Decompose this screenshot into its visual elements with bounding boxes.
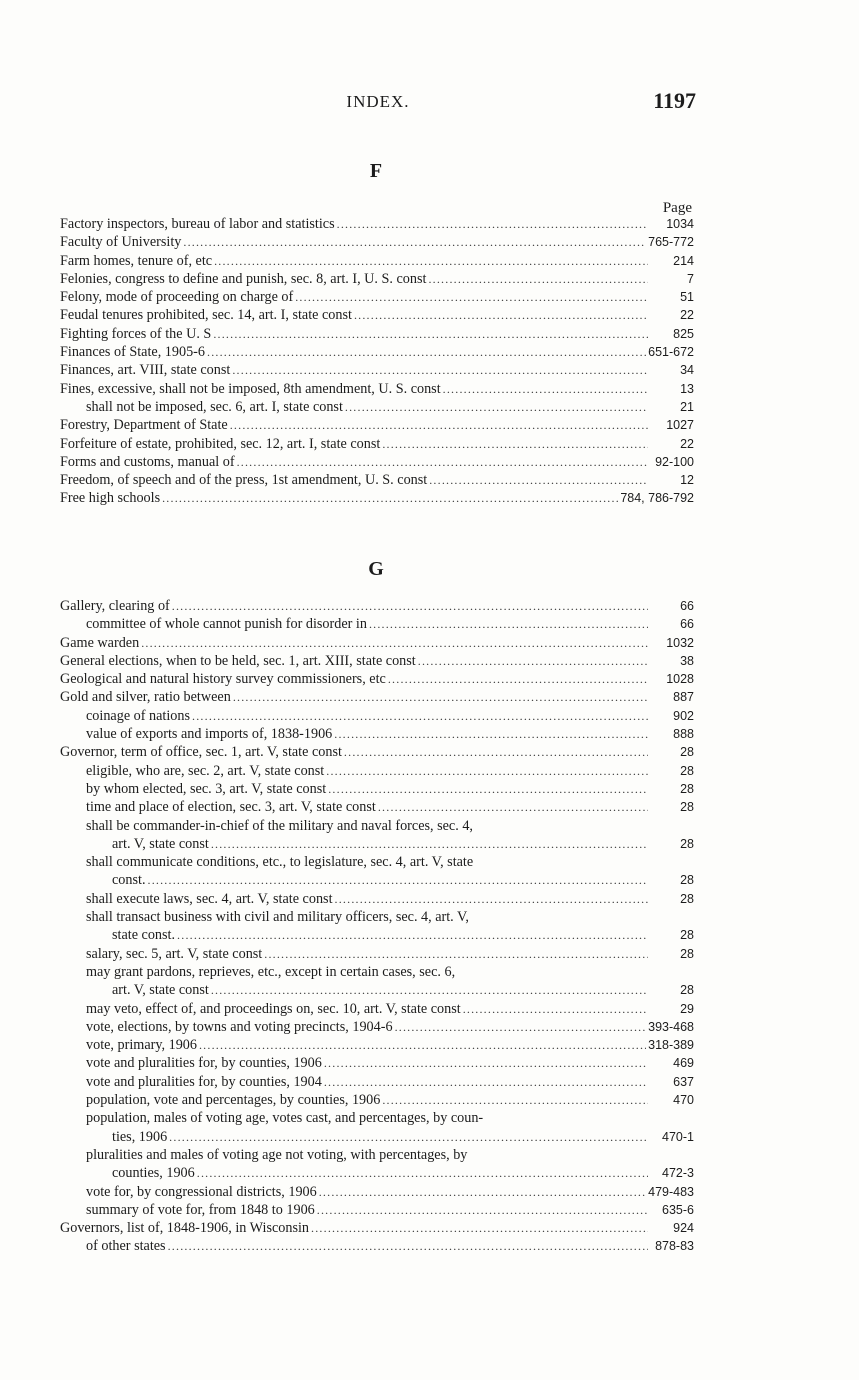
dot-leader xyxy=(324,1054,648,1072)
index-entry xyxy=(60,1109,694,1127)
dot-leader xyxy=(211,981,648,999)
index-entry xyxy=(60,707,694,725)
dot-leader xyxy=(326,762,648,780)
page-header xyxy=(60,88,696,118)
entry-text: coinage of nations xyxy=(86,707,191,724)
dot-leader xyxy=(344,743,648,761)
index-entry xyxy=(60,597,694,615)
entry-text: shall transact business with civil and military officers, sec. 4, art. V, xyxy=(86,909,469,926)
dot-leader xyxy=(197,1164,648,1182)
dot-leader xyxy=(168,1237,648,1255)
entry-text: Felony, mode of proceeding on charge of xyxy=(60,289,294,306)
index-entry xyxy=(60,926,694,944)
index-entry xyxy=(60,1018,694,1036)
entry-text: population, vote and percentages, by counties, 1906 xyxy=(86,1092,381,1109)
index-entry xyxy=(60,380,694,398)
index-entry xyxy=(60,634,694,652)
page-column-heading: Page xyxy=(662,200,692,216)
entry-text: Fines, excessive, shall not be imposed, 8th amendment, U. S. const xyxy=(60,380,441,397)
dot-leader xyxy=(237,453,648,471)
entry-page-ref: 28 xyxy=(680,800,694,815)
index-entry xyxy=(60,435,694,453)
dot-leader xyxy=(211,835,648,853)
entry-text: Finances, art. VIII, state const xyxy=(60,362,231,379)
entry-page-ref: 34 xyxy=(680,363,694,378)
entry-page-ref: 7 xyxy=(687,271,694,286)
index-entry xyxy=(60,1054,694,1072)
entry-text: Governor, term of office, sec. 1, art. V, state const xyxy=(60,744,342,761)
dot-leader xyxy=(148,871,649,889)
dot-leader xyxy=(199,1036,646,1054)
index-entry xyxy=(60,325,694,343)
entry-page-ref: 318-389 xyxy=(648,1038,694,1053)
dot-leader xyxy=(395,1018,647,1036)
entry-text: Faculty of University xyxy=(60,234,182,251)
index-entry xyxy=(60,725,694,743)
index-section-f xyxy=(60,215,694,508)
entry-text: Felonies, congress to define and punish, sec. 8, art. I, U. S. const xyxy=(60,270,427,287)
index-entry xyxy=(60,416,694,434)
entry-page-ref: 479-483 xyxy=(648,1184,694,1199)
index-entry xyxy=(60,780,694,798)
dot-leader xyxy=(337,215,648,233)
dot-leader xyxy=(463,1000,648,1018)
dot-leader xyxy=(192,707,648,725)
entry-text: ties, 1906 xyxy=(112,1128,168,1145)
entry-text: art. V, state const xyxy=(112,982,209,999)
entry-page-ref: 902 xyxy=(673,708,694,723)
index-entry xyxy=(60,343,694,361)
entry-page-ref: 1032 xyxy=(666,635,694,650)
entry-page-ref: 469 xyxy=(673,1056,694,1071)
index-entry xyxy=(60,306,694,324)
index-entry xyxy=(60,1201,694,1219)
entry-text: Game warden xyxy=(60,634,140,651)
index-entry xyxy=(60,688,694,706)
dot-leader xyxy=(335,890,648,908)
entry-text: value of exports and imports of, 1838-1906 xyxy=(86,726,333,743)
index-entry xyxy=(60,453,694,471)
index-entry xyxy=(60,1164,694,1182)
dot-leader xyxy=(214,252,648,270)
dot-leader xyxy=(382,435,648,453)
dot-leader xyxy=(232,361,648,379)
entry-page-ref: 28 xyxy=(680,891,694,906)
dot-leader xyxy=(319,1183,646,1201)
entry-page-ref: 888 xyxy=(673,727,694,742)
entry-page-ref: 214 xyxy=(673,253,694,268)
entry-text: vote, primary, 1906 xyxy=(86,1037,197,1054)
entry-text: eligible, who are, sec. 2, art. V, state const xyxy=(86,762,325,779)
index-entry xyxy=(60,1219,694,1237)
dot-leader xyxy=(369,615,648,633)
entry-text: population, males of voting age, votes cast, and percentages, by coun- xyxy=(86,1110,484,1127)
entry-page-ref: 825 xyxy=(673,326,694,341)
dot-leader xyxy=(388,670,648,688)
entry-text: vote, elections, by towns and voting precincts, 1904-6 xyxy=(86,1018,393,1035)
dot-leader xyxy=(233,688,648,706)
entry-text: Governors, list of, 1848-1906, in Wisconsin xyxy=(60,1220,310,1237)
entry-text: summary of vote for, from 1848 to 1906 xyxy=(86,1201,315,1218)
section-heading-f: F xyxy=(369,160,383,182)
entry-text: state const. xyxy=(112,927,176,944)
dot-leader xyxy=(317,1201,648,1219)
dot-leader xyxy=(429,471,648,489)
entry-page-ref: 22 xyxy=(680,308,694,323)
entry-text: Forms and customs, manual of xyxy=(60,453,235,470)
index-entry xyxy=(60,908,694,926)
index-entry xyxy=(60,1036,694,1054)
index-entry xyxy=(60,1073,694,1091)
dot-leader xyxy=(345,398,648,416)
entry-page-ref: 635-6 xyxy=(662,1202,694,1217)
index-entry xyxy=(60,1000,694,1018)
entry-page-ref: 1027 xyxy=(666,418,694,433)
dot-leader xyxy=(334,725,648,743)
entry-text: Forestry, Department of State xyxy=(60,417,228,434)
dot-leader xyxy=(183,233,646,251)
entry-page-ref: 784, 786-792 xyxy=(620,491,694,506)
entry-page-ref: 66 xyxy=(680,599,694,613)
entry-text: vote and pluralities for, by counties, 1906 xyxy=(86,1055,322,1072)
index-entry xyxy=(60,670,694,688)
entry-text: Farm homes, tenure of, etc xyxy=(60,252,213,269)
index-entry xyxy=(60,652,694,670)
entry-page-ref: 878-83 xyxy=(655,1239,694,1254)
dot-leader xyxy=(295,288,648,306)
index-entry xyxy=(60,762,694,780)
entry-text: Fighting forces of the U. S xyxy=(60,325,212,342)
index-entry xyxy=(60,1091,694,1109)
entry-text: Geological and natural history survey commissioners, etc xyxy=(60,671,386,688)
dot-leader xyxy=(418,652,648,670)
dot-leader xyxy=(169,1128,648,1146)
entry-text: Feudal tenures prohibited, sec. 14, art. I, state const xyxy=(60,307,352,324)
index-entry xyxy=(60,817,694,835)
index-entry xyxy=(60,270,694,288)
entry-text: General elections, when to be held, sec. 1, art. XIII, state const xyxy=(60,652,416,669)
entry-text: shall not be imposed, sec. 6, art. I, state const xyxy=(86,398,343,415)
index-entry xyxy=(60,1237,694,1255)
entry-page-ref: 637 xyxy=(673,1074,694,1089)
index-section-g xyxy=(60,597,694,1256)
entry-page-ref: 66 xyxy=(680,617,694,632)
entry-page-ref: 92-100 xyxy=(655,454,694,469)
entry-text: Forfeiture of estate, prohibited, sec. 12, art. I, state const xyxy=(60,435,381,452)
index-entry xyxy=(60,835,694,853)
entry-text: const. xyxy=(112,872,146,889)
entry-page-ref: 21 xyxy=(680,399,694,414)
entry-page-ref: 28 xyxy=(680,745,694,760)
entry-text: Gold and silver, ratio between xyxy=(60,689,231,706)
dot-leader xyxy=(354,306,648,324)
entry-text: of other states xyxy=(86,1238,166,1255)
entry-text: shall be commander-in-chief of the military and naval forces, sec. 4, xyxy=(86,817,473,834)
index-entry xyxy=(60,890,694,908)
index-entry xyxy=(60,1146,694,1164)
dot-leader xyxy=(378,798,648,816)
index-entry xyxy=(60,398,694,416)
index-entry xyxy=(60,615,694,633)
entry-text: shall execute laws, sec. 4, art. V, state const xyxy=(86,890,333,907)
index-entry xyxy=(60,743,694,761)
entry-text: art. V, state const xyxy=(112,835,209,852)
entry-page-ref: 28 xyxy=(680,763,694,778)
entry-page-ref: 472-3 xyxy=(662,1166,694,1181)
entry-text: may veto, effect of, and proceedings on, sec. 10, art. V, state const xyxy=(86,1000,461,1017)
index-entry xyxy=(60,471,694,489)
entry-text: counties, 1906 xyxy=(112,1165,195,1182)
index-entry xyxy=(60,215,694,233)
entry-page-ref: 28 xyxy=(680,781,694,796)
index-entry xyxy=(60,981,694,999)
entry-page-ref: 887 xyxy=(673,690,694,705)
entry-page-ref: 1028 xyxy=(666,672,694,687)
index-entry xyxy=(60,963,694,981)
entry-page-ref: 12 xyxy=(680,473,694,488)
entry-page-ref: 38 xyxy=(680,653,694,668)
entry-page-ref: 28 xyxy=(680,873,694,888)
running-title: INDEX. xyxy=(346,92,410,111)
index-entry xyxy=(60,871,694,889)
entry-text: Finances of State, 1905-6 xyxy=(60,344,205,361)
dot-leader xyxy=(324,1073,648,1091)
entry-page-ref: 22 xyxy=(680,436,694,451)
entry-text: shall communicate conditions, etc., to legislature, sec. 4, art. V, state xyxy=(86,854,474,871)
dot-leader xyxy=(428,270,648,288)
index-entry xyxy=(60,1183,694,1201)
entry-page-ref: 765-772 xyxy=(648,235,694,250)
entry-page-ref: 470 xyxy=(673,1093,694,1108)
entry-page-ref: 924 xyxy=(673,1221,694,1236)
index-entry xyxy=(60,489,694,507)
entry-page-ref: 393-468 xyxy=(648,1019,694,1034)
entry-page-ref: 51 xyxy=(680,290,694,305)
dot-leader xyxy=(172,597,648,615)
dot-leader xyxy=(443,380,648,398)
dot-leader xyxy=(382,1091,648,1109)
dot-leader xyxy=(213,325,648,343)
dot-leader xyxy=(328,780,648,798)
dot-leader xyxy=(162,489,618,507)
entry-page-ref: 29 xyxy=(680,1001,694,1016)
index-entry xyxy=(60,945,694,963)
index-entry xyxy=(60,798,694,816)
entry-page-ref: 470-1 xyxy=(662,1129,694,1144)
dot-leader xyxy=(230,416,648,434)
index-entry xyxy=(60,233,694,251)
entry-text: Factory inspectors, bureau of labor and statistics xyxy=(60,216,335,232)
dot-leader xyxy=(264,945,648,963)
index-entry xyxy=(60,853,694,871)
entry-text: Gallery, clearing of xyxy=(60,598,170,614)
entry-text: time and place of election, sec. 3, art. V, state const xyxy=(86,799,376,816)
index-entry xyxy=(60,288,694,306)
page-number: 1197 xyxy=(653,88,696,113)
entry-page-ref: 28 xyxy=(680,946,694,961)
index-entry xyxy=(60,1128,694,1146)
dot-leader xyxy=(141,634,648,652)
entry-text: Free high schools xyxy=(60,490,161,507)
dot-leader xyxy=(311,1219,648,1237)
entry-text: committee of whole cannot punish for disorder in xyxy=(86,616,367,633)
entry-text: vote for, by congressional districts, 1906 xyxy=(86,1183,317,1200)
index-entry xyxy=(60,252,694,270)
dot-leader xyxy=(177,926,648,944)
entry-text: vote and pluralities for, by counties, 1904 xyxy=(86,1073,322,1090)
entry-page-ref: 1034 xyxy=(666,217,694,231)
entry-page-ref: 28 xyxy=(680,983,694,998)
entry-page-ref: 651-672 xyxy=(648,345,694,360)
section-heading-g: G xyxy=(368,558,384,580)
index-entry xyxy=(60,361,694,379)
entry-page-ref: 28 xyxy=(680,928,694,943)
entry-text: pluralities and males of voting age not voting, with percentages, by xyxy=(86,1146,468,1163)
dot-leader xyxy=(207,343,646,361)
entry-text: salary, sec. 5, art. V, state const xyxy=(86,945,263,962)
entry-text: by whom elected, sec. 3, art. V, state const xyxy=(86,780,327,797)
entry-page-ref: 28 xyxy=(680,836,694,851)
entry-page-ref: 13 xyxy=(680,381,694,396)
entry-text: may grant pardons, reprieves, etc., except in certain cases, sec. 6, xyxy=(86,963,456,980)
entry-text: Freedom, of speech and of the press, 1st amendment, U. S. const xyxy=(60,472,428,489)
